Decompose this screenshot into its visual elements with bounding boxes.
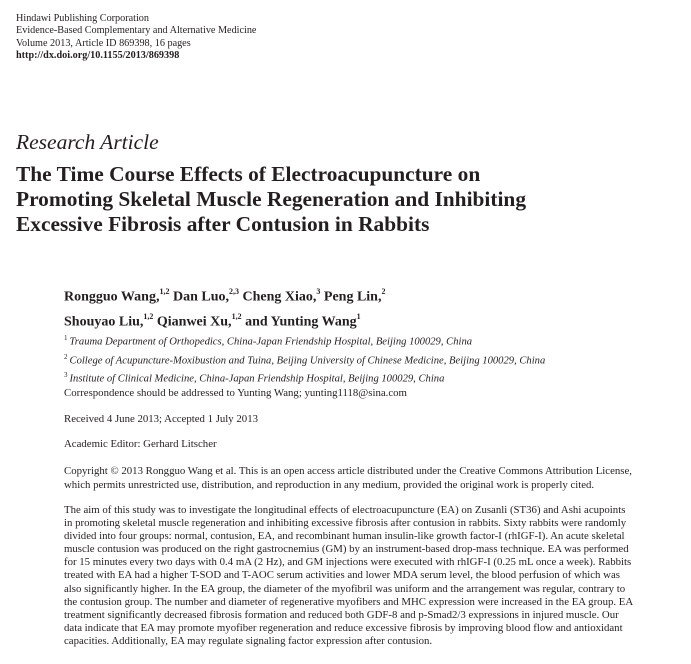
- author-list: [64, 283, 385, 332]
- author-affiliation-marker: 1: [356, 311, 361, 321]
- affiliation-number: 1: [64, 334, 68, 342]
- author-affiliation-marker: 2: [381, 287, 386, 296]
- author-affiliation-marker: 1,2: [143, 311, 154, 321]
- abstract-line: the contusion group. The number and diameter of regenerative myofibers and MHC expression were increased in the EA group. EA: [64, 595, 634, 608]
- author-name: Shouyao Liu,: [64, 314, 144, 330]
- author-affiliation-marker: 2,3: [228, 287, 239, 296]
- correspondence: Correspondence should be addressed to Yunting Wang; yunting1118@sina.com: [64, 387, 407, 399]
- abstract-line: muscle contusion was produced on the right gastrocnemius (GM) by an instrument-based drop-mass technique. EA was performed: [64, 543, 629, 556]
- affiliation-text: Institute of Clinical Medicine, China-Japan Friendship Hospital, Beijing 100029, China: [69, 374, 445, 385]
- copyright-line: which permits unrestricted use, distribution, and reproduction in any medium, provided the original work is properly cited.: [64, 479, 595, 491]
- author-line: [64, 283, 385, 308]
- affiliation-item: [64, 331, 545, 350]
- affiliation-text: Trauma Department of Orthopedics, China-Japan Friendship Hospital, Beijing 100029, China: [69, 336, 473, 348]
- author-name: and Yunting Wang: [241, 314, 357, 330]
- abstract-line: The aim of this study was to investigate the longitudinal effects of electroacupuncture (EA) on Zusanli (ST36) and Ashi acupoints: [64, 504, 626, 516]
- journal-name: Evidence-Based Complementary and Alternative Medicine: [16, 25, 257, 37]
- author-name: Dan Luo,: [169, 289, 229, 305]
- publisher-name: Hindawi Publishing Corporation: [16, 13, 149, 24]
- abstract-line: capacities. Additionally, EA may regulate signaling factor expression after contusion.: [64, 634, 433, 647]
- abstract-line: data indicate that EA may promote myofiber regeneration and reduce excessive fibrosis by improving blood flow and antioxidant: [64, 621, 623, 634]
- affiliation-item: [64, 350, 545, 369]
- volume-info: Volume 2013, Article ID 869398, 16 pages: [16, 37, 191, 49]
- article-type: Research Article: [16, 130, 159, 154]
- received-accepted-dates: Received 4 June 2013; Accepted 1 July 2013: [64, 413, 259, 425]
- author-name: Cheng Xiao,: [238, 289, 317, 305]
- affiliation-text: College of Acupuncture-Moxibustion and Tuina, Beijing University of Chinese Medicine, Beijing 100029, China: [69, 355, 546, 367]
- author-name: Peng Lin,: [320, 289, 382, 305]
- title-line: The Time Course Effects of Electroacupuncture on: [16, 162, 481, 186]
- abstract-line: treated with EA had a higher T-SOD and T-AOC serum activities and lower MDA serum level, the blood perfusion of which was: [64, 569, 620, 582]
- author-affiliation-marker: 3: [316, 287, 321, 296]
- author-name: Qianwei Xu,: [153, 314, 232, 330]
- article-title: [16, 162, 676, 237]
- abstract-line: also significantly higher. In the EA group, the diameter of the myofibril was uniform and the arrangement was regular, contrary to: [64, 582, 626, 595]
- author-affiliation-marker: 1,2: [231, 311, 242, 321]
- author-affiliation-marker: 1,2: [159, 287, 170, 296]
- abstract-line: in promoting skeletal muscle regeneration and inhibiting excessive fibrosis after contusion in rabbits. Sixty rabbits were randomly: [64, 517, 627, 530]
- doi-link[interactable]: http://dx.doi.org/10.1155/2013/869398: [16, 50, 180, 62]
- abstract-line: divided into four groups: normal, contusion, EA, and recombinant human insulin-like growth factor-I (rhIGF-I). An acute skeletal: [64, 530, 625, 543]
- copyright-line: Copyright © 2013 Rongguo Wang et al. This is an open access article distributed under the Creative Commons Attribution License,: [64, 465, 632, 477]
- affiliation-item: [64, 368, 545, 387]
- title-line: Promoting Skeletal Muscle Regeneration and Inhibiting: [16, 187, 527, 211]
- academic-editor: Academic Editor: Gerhard Litscher: [64, 438, 217, 450]
- title-line: Excessive Fibrosis after Contusion in Rabbits: [16, 212, 430, 236]
- abstract-line: treatment significantly decreased fibrosis formation and reduced both GDF-8 and p-Smad2/3 expressions in injured muscle. Our: [64, 608, 619, 621]
- journal-header: [16, 13, 256, 63]
- abstract: [64, 504, 684, 648]
- copyright-notice: [64, 464, 684, 492]
- affiliation-number: 3: [64, 371, 68, 380]
- affiliation-number: 2: [64, 352, 68, 361]
- abstract-line: for 15 minutes every two days with 0.4 mA (2 Hz), and GM injections were executed with rhIGF-I (0.25 mL once a week). Rabbits: [64, 556, 632, 569]
- author-name: Rongguo Wang,: [64, 289, 160, 305]
- affiliation-list: [64, 331, 545, 387]
- author-line: [64, 308, 385, 333]
